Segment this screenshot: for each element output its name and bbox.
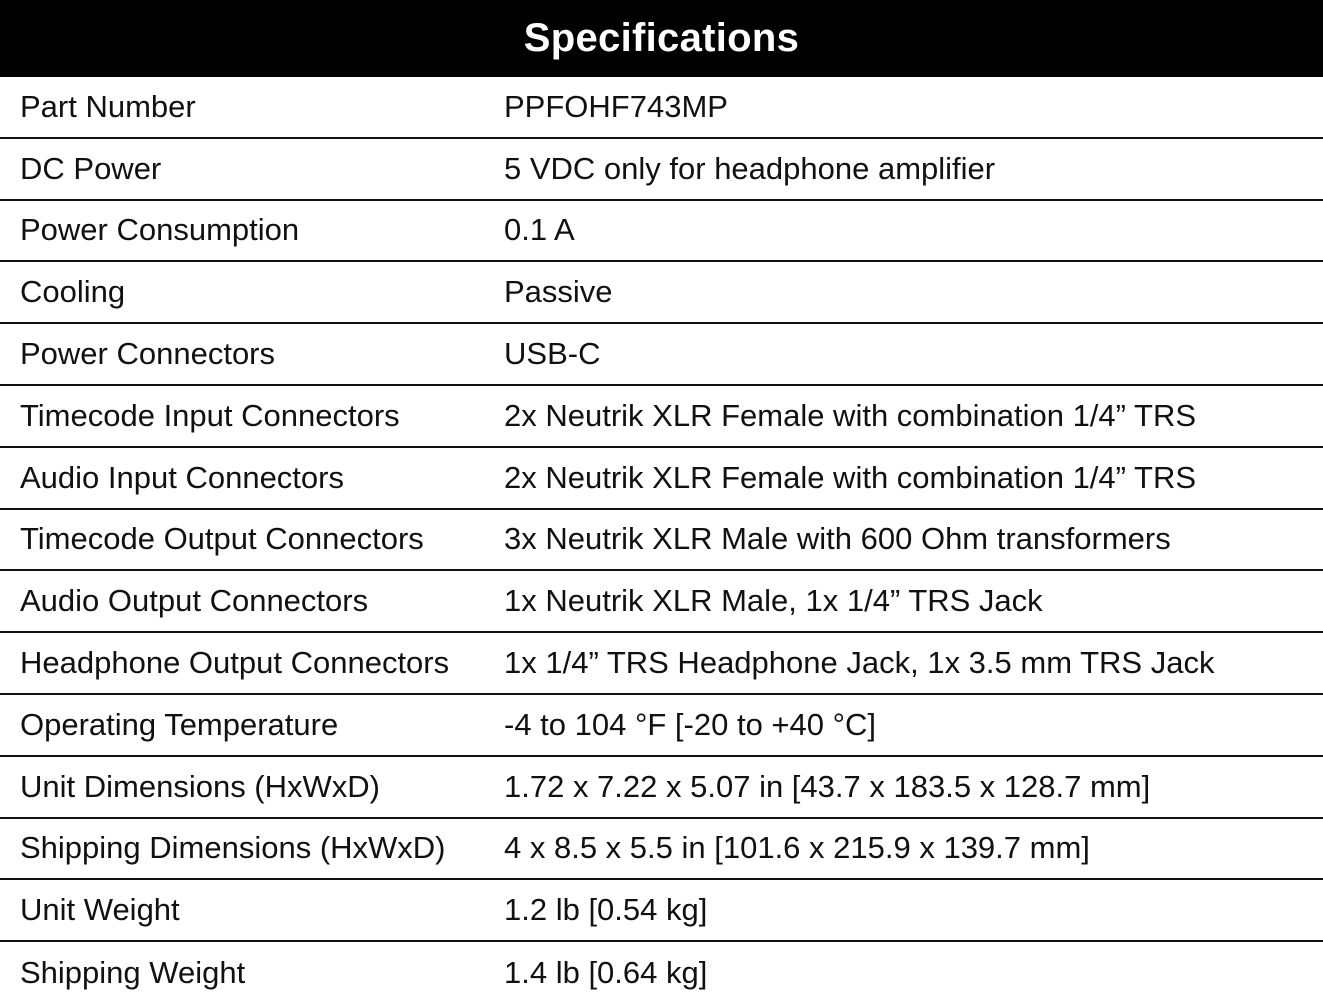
table-title: Specifications: [0, 0, 1323, 77]
row-label: Shipping Dimensions (HxWxD): [20, 830, 446, 866]
row-value: 0.1 A: [504, 212, 575, 248]
table-row: [0, 819, 1323, 881]
row-value: 4 x 8.5 x 5.5 in [101.6 x 215.9 x 139.7 mm]: [504, 830, 1090, 866]
table-row: [0, 386, 1323, 448]
row-label: Cooling: [20, 274, 126, 310]
table-row: [0, 571, 1323, 633]
row-label: Unit Dimensions (HxWxD): [20, 768, 380, 804]
row-label: Operating Temperature: [20, 706, 339, 742]
row-value: 1.4 lb [0.64 kg]: [504, 955, 708, 991]
table-row: [0, 757, 1323, 819]
table-row: [0, 77, 1323, 139]
row-value: PPFOHF743MP: [504, 88, 728, 124]
row-label: Power Consumption: [20, 212, 300, 248]
table-row: [0, 139, 1323, 201]
row-value: 2x Neutrik XLR Female with combination 1/4” TRS: [504, 397, 1197, 433]
row-label: Audio Input Connectors: [20, 459, 344, 495]
row-value: -4 to 104 °F [-20 to +40 °C]: [504, 706, 877, 742]
table-row: [0, 262, 1323, 324]
table-row: [0, 510, 1323, 572]
table-row: [0, 695, 1323, 757]
row-label: Timecode Output Connectors: [20, 521, 424, 557]
row-value: 5 VDC only for headphone amplifier: [504, 150, 996, 186]
table-row: [0, 324, 1323, 386]
row-value: USB-C: [504, 336, 601, 372]
table-row: [0, 942, 1323, 1004]
row-label: Timecode Input Connectors: [20, 397, 400, 433]
row-label: Shipping Weight: [20, 955, 246, 991]
row-label: Power Connectors: [20, 336, 276, 372]
row-label: Headphone Output Connectors: [20, 645, 450, 681]
row-value: 3x Neutrik XLR Male with 600 Ohm transformers: [504, 521, 1171, 557]
row-value: Passive: [504, 274, 613, 310]
table-row: [0, 201, 1323, 263]
row-label: Part Number: [20, 88, 196, 124]
table-row: [0, 448, 1323, 510]
row-label: DC Power: [20, 150, 162, 186]
table-row: [0, 633, 1323, 695]
row-value: 1x 1/4” TRS Headphone Jack, 1x 3.5 mm TRS Jack: [504, 645, 1215, 681]
row-value: 1.2 lb [0.54 kg]: [504, 892, 708, 928]
row-label: Unit Weight: [20, 892, 180, 928]
row-value: 1.72 x 7.22 x 5.07 in [43.7 x 183.5 x 128.7 mm]: [504, 768, 1151, 804]
row-value: 1x Neutrik XLR Male, 1x 1/4” TRS Jack: [504, 583, 1043, 619]
row-value: 2x Neutrik XLR Female with combination 1/4” TRS: [504, 459, 1197, 495]
row-label: Audio Output Connectors: [20, 583, 369, 619]
table-row: [0, 880, 1323, 942]
